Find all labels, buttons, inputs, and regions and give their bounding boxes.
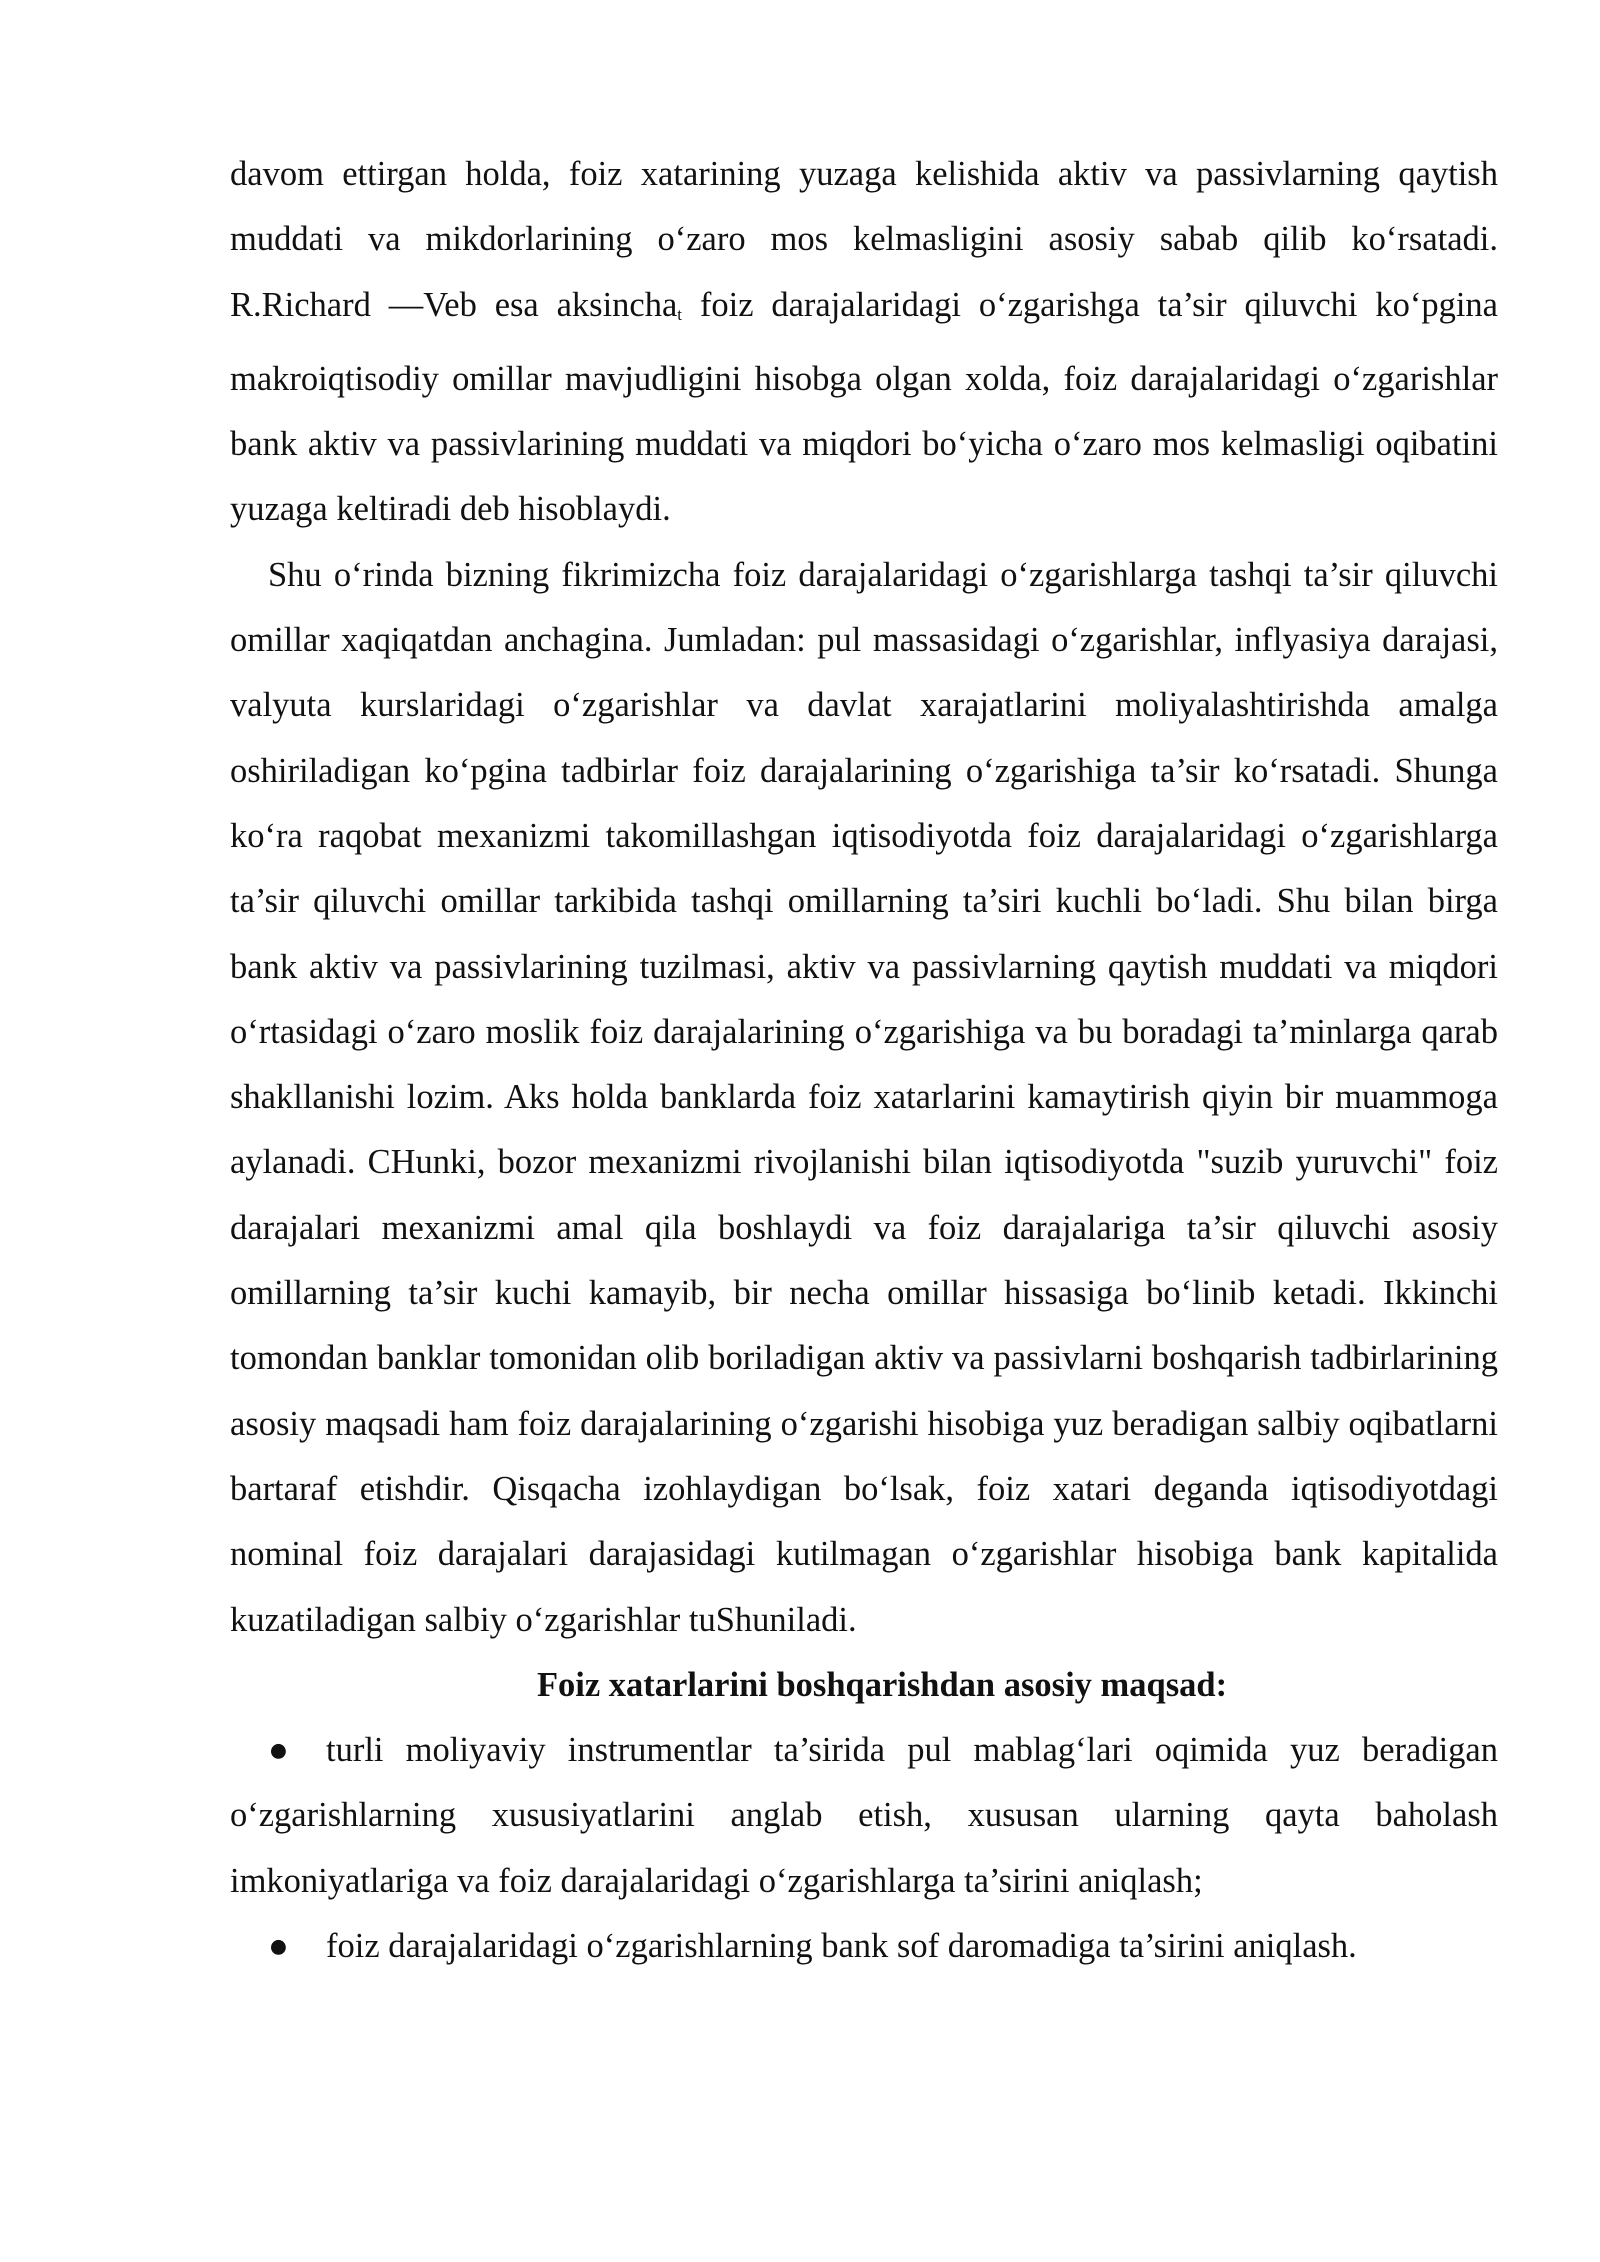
bullet-item-2-text: foiz darajalaridagi o‘zgarishlarning bank sof daromadiga ta’sirini aniqlash. (326, 1927, 1357, 1966)
bullet-icon: ● (268, 1927, 289, 1966)
paragraph-2: Shu o‘rinda bizning fikrimizcha foiz darajalaridagi o‘zgarishlarga tashqi ta’sir qiluvchi omillar xaqiqatdan anchagina. Jumladan: pul massasidagi o‘zgarishlar, inflyasiya darajasi, valyuta kurslaridagi o‘zgarishlar va davlat xarajatlarini moliyalashtirishda amalga oshiriladigan ko‘pgina tadbirlar foiz darajalarining o‘zgarishiga ta’sir ko‘rsatadi. Shunga ko‘ra raqobat mexanizmi takomillashgan iqtisodiyotda foiz darajalaridagi o‘zgarishlarga ta’sir qiluvchi omillar tarkibida tashqi omillarning ta’siri kuchli bo‘ladi. Shu bilan birga bank aktiv va passivlarining tuzilmasi, aktiv va passivlarning qaytish muddati va miqdori o‘rtasidagi o‘zaro moslik foiz darajalarining o‘zgarishiga va bu boradagi ta’minlarga qarab shakllanishi lozim. Aks holda banklarda foiz xatarlarini kamaytirish qiyin bir muammoga aylanadi. CHunki, bozor mexanizmi rivojlanishi bilan iqtisodiyotda "suzib yuruvchi" foiz darajalari mexanizmi amal qila boshlaydi va foiz darajalariga ta’sir qiluvchi asosiy omillarning ta’sir kuchi kamayib, bir necha omillar hissasiga bo‘linib ketadi. Ikkinchi tomondan banklar tomonidan olib boriladigan aktiv va passivlarni boshqarish tadbirlarining asosiy maqsadi ham foiz darajalarining o‘zgarishi hisobiga yuz beradigan salbiy oqibatlarni bartaraf etishdir. Qisqacha izohlaydigan bo‘lsak, foiz xatari deganda iqtisodiyotdagi nominal foiz darajalari darajasidagi kutilmagan o‘zgarishlar hisobiga bank kapitalida kuzatiladigan salbiy o‘zgarishlar tuShuniladi. (230, 555, 1498, 1639)
bullet-icon: ● (268, 1731, 289, 1770)
bullet-item-2 (230, 1914, 1498, 1979)
paragraph-1-text-cont: foiz darajalaridagi o‘zgarishga ta’sir qiluvchi ko‘pgina makroiqtisodiy omillar mavjudligini hisobga olgan xolda, foiz darajalaridagi o‘zgarishlar bank aktiv va passivlarining muddati va miqdori bo‘yicha o‘zaro mos kelmasligi oqibatini yuzaga keltiradi deb hisoblaydi. (230, 285, 1498, 529)
section-heading: Foiz xatarlarini boshqarishdan asosiy maqsad: (536, 1665, 1228, 1704)
paragraph-1-text: davom ettirgan holda, foiz xatarining yuzaga kelishida aktiv va passivlarning qaytish muddati va mikdorlarining o‘zaro mos kelmasligini asosiy sabab qilib ko‘rsatadi. R.Richard ―Veb esa aksincha (230, 155, 1498, 324)
bullet-item-1 (230, 1718, 1498, 1914)
subscript-mark: t (677, 304, 683, 324)
bullet-item-1-text: turli moliyaviy instrumentlar ta’sirida pul mablag‘lari oqimida yuz beradigan o‘zgarishlarning xususiyatlarini anglab etish, xususan ularning qayta baholash imkoniyatlariga va foiz darajalaridagi o‘zgarishlarga ta’sirini aniqlash; (230, 1731, 1498, 1900)
paragraph-1 (230, 142, 1498, 543)
